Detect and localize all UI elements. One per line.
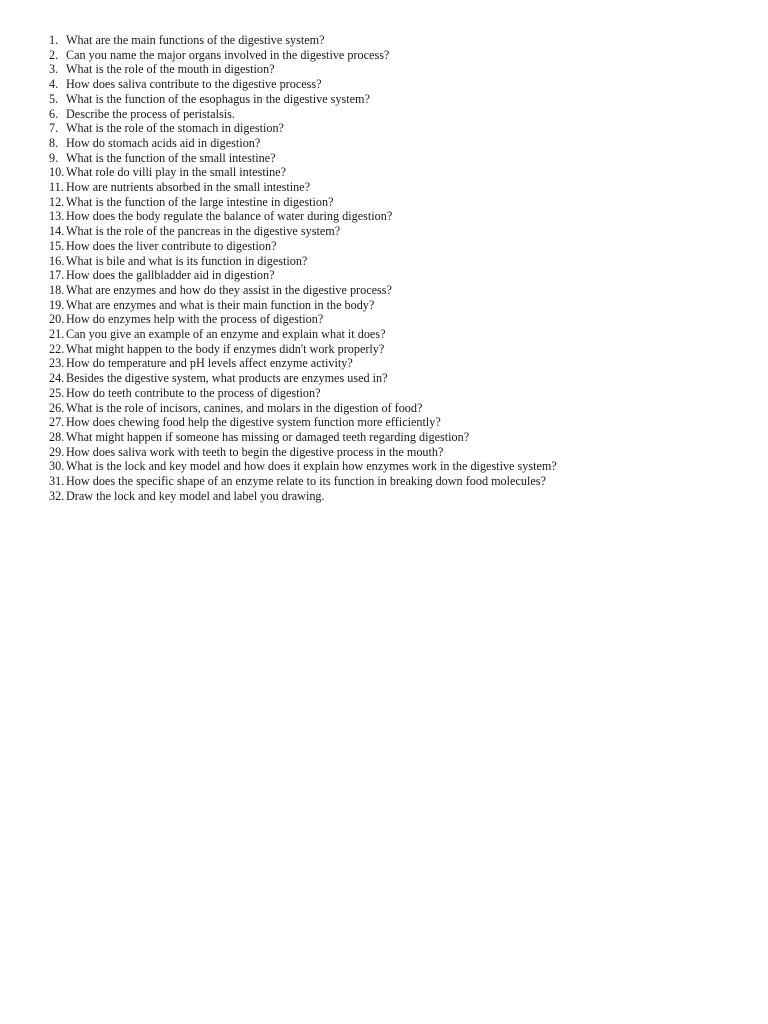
- question-item: [49, 77, 749, 92]
- question-number: 16.: [49, 253, 65, 268]
- question-item: [49, 180, 749, 195]
- question-item: [49, 33, 749, 48]
- question-number: 32.: [49, 488, 65, 503]
- question-item: [49, 459, 749, 474]
- question-item: [49, 107, 749, 122]
- question-number: 30.: [49, 459, 65, 474]
- question-number: 29.: [49, 444, 65, 459]
- question-item: [49, 327, 749, 342]
- question-text: How do enzymes help with the process of digestion?: [66, 312, 324, 327]
- question-item: [49, 121, 749, 136]
- question-number: 24.: [49, 371, 65, 386]
- question-text: What is the role of the mouth in digestion?: [66, 62, 275, 77]
- question-text: How does the gallbladder aid in digestion?: [66, 268, 275, 283]
- question-item: [49, 195, 749, 210]
- question-item: [49, 92, 749, 107]
- question-item: [49, 371, 749, 386]
- question-number: 10.: [49, 165, 65, 180]
- question-item: [49, 356, 749, 371]
- question-item: [49, 165, 749, 180]
- question-number: 13.: [49, 209, 65, 224]
- question-text: What is the role of the stomach in digestion?: [66, 121, 284, 136]
- question-text: What might happen if someone has missing or damaged teeth regarding digestion?: [66, 429, 470, 444]
- question-text: How does the body regulate the balance of water during digestion?: [66, 209, 393, 224]
- question-text: Draw the lock and key model and label you drawing.: [66, 488, 325, 503]
- question-text: What is the function of the small intestine?: [66, 150, 276, 165]
- question-number: 5.: [49, 91, 59, 106]
- question-text: What role do villi play in the small intestine?: [66, 165, 286, 180]
- question-number: 3.: [49, 62, 59, 77]
- question-item: [49, 342, 749, 357]
- question-item: [49, 48, 749, 63]
- question-text: What is the function of the large intestine in digestion?: [66, 194, 334, 209]
- question-text: What are enzymes and what is their main function in the body?: [66, 297, 375, 312]
- question-number: 12.: [49, 194, 65, 209]
- question-number: 2.: [49, 47, 59, 62]
- question-number: 11.: [49, 180, 64, 195]
- question-number: 4.: [49, 77, 59, 92]
- question-text: What are enzymes and how do they assist in the digestive process?: [66, 282, 392, 297]
- question-number: 22.: [49, 341, 65, 356]
- question-item: [49, 239, 749, 254]
- question-number: 7.: [49, 121, 59, 136]
- question-text: How does saliva work with teeth to begin the digestive process in the mouth?: [66, 444, 444, 459]
- question-text: What is bile and what is its function in digestion?: [66, 253, 308, 268]
- question-text: How does chewing food help the digestive system function more efficiently?: [66, 415, 441, 430]
- question-number: 1.: [49, 33, 59, 47]
- question-number: 23.: [49, 356, 65, 371]
- question-text: Can you name the major organs involved in the digestive process?: [66, 47, 390, 62]
- question-item: [49, 62, 749, 77]
- question-number: 17.: [49, 268, 65, 283]
- question-number: 28.: [49, 429, 65, 444]
- question-text: How does the specific shape of an enzyme relate to its function in breaking down food molecules?: [66, 474, 546, 489]
- question-item: [49, 445, 749, 460]
- question-text: What is the role of incisors, canines, and molars in the digestion of food?: [66, 400, 423, 415]
- question-text: How does saliva contribute to the digestive process?: [66, 77, 322, 92]
- question-number: 15.: [49, 238, 65, 253]
- question-number: 19.: [49, 297, 65, 312]
- question-item: [49, 489, 749, 504]
- question-number: 27.: [49, 415, 65, 430]
- question-text: Besides the digestive system, what products are enzymes used in?: [66, 371, 388, 386]
- question-item: [49, 401, 749, 416]
- question-text: Can you give an example of an enzyme and explain what it does?: [66, 327, 386, 342]
- question-item: [49, 312, 749, 327]
- question-item: [49, 151, 749, 166]
- question-text: What might happen to the body if enzymes didn't work properly?: [66, 341, 385, 356]
- question-item: [49, 430, 749, 445]
- question-number: 20.: [49, 312, 65, 327]
- question-number: 8.: [49, 135, 59, 150]
- question-text: What is the role of the pancreas in the digestive system?: [66, 224, 341, 239]
- question-text: Describe the process of peristalsis.: [66, 106, 235, 121]
- question-item: [49, 136, 749, 151]
- question-text: How do teeth contribute to the process of digestion?: [66, 385, 321, 400]
- question-text: What is the lock and key model and how does it explain how enzymes work in the digestive system?: [66, 459, 557, 474]
- question-item: [49, 224, 749, 239]
- question-number: 9.: [49, 150, 59, 165]
- question-item: [49, 415, 749, 430]
- question-text: How do stomach acids aid in digestion?: [66, 135, 261, 150]
- question-number: 31.: [49, 474, 65, 489]
- question-item: [49, 298, 749, 313]
- question-item: [49, 386, 749, 401]
- question-list: [49, 33, 749, 504]
- question-text: How are nutrients absorbed in the small intestine?: [66, 180, 311, 195]
- question-number: 25.: [49, 385, 65, 400]
- question-number: 6.: [49, 106, 59, 121]
- question-number: 14.: [49, 224, 65, 239]
- question-item: [49, 474, 749, 489]
- question-number: 21.: [49, 327, 65, 342]
- question-item: [49, 254, 749, 269]
- question-text: How does the liver contribute to digestion?: [66, 238, 277, 253]
- question-item: [49, 283, 749, 298]
- question-number: 26.: [49, 400, 65, 415]
- question-item: [49, 209, 749, 224]
- question-number: 18.: [49, 282, 65, 297]
- question-text: What is the function of the esophagus in the digestive system?: [66, 91, 370, 106]
- question-item: [49, 268, 749, 283]
- question-text: How do temperature and pH levels affect enzyme activity?: [66, 356, 353, 371]
- question-text: What are the main functions of the digestive system?: [66, 33, 325, 47]
